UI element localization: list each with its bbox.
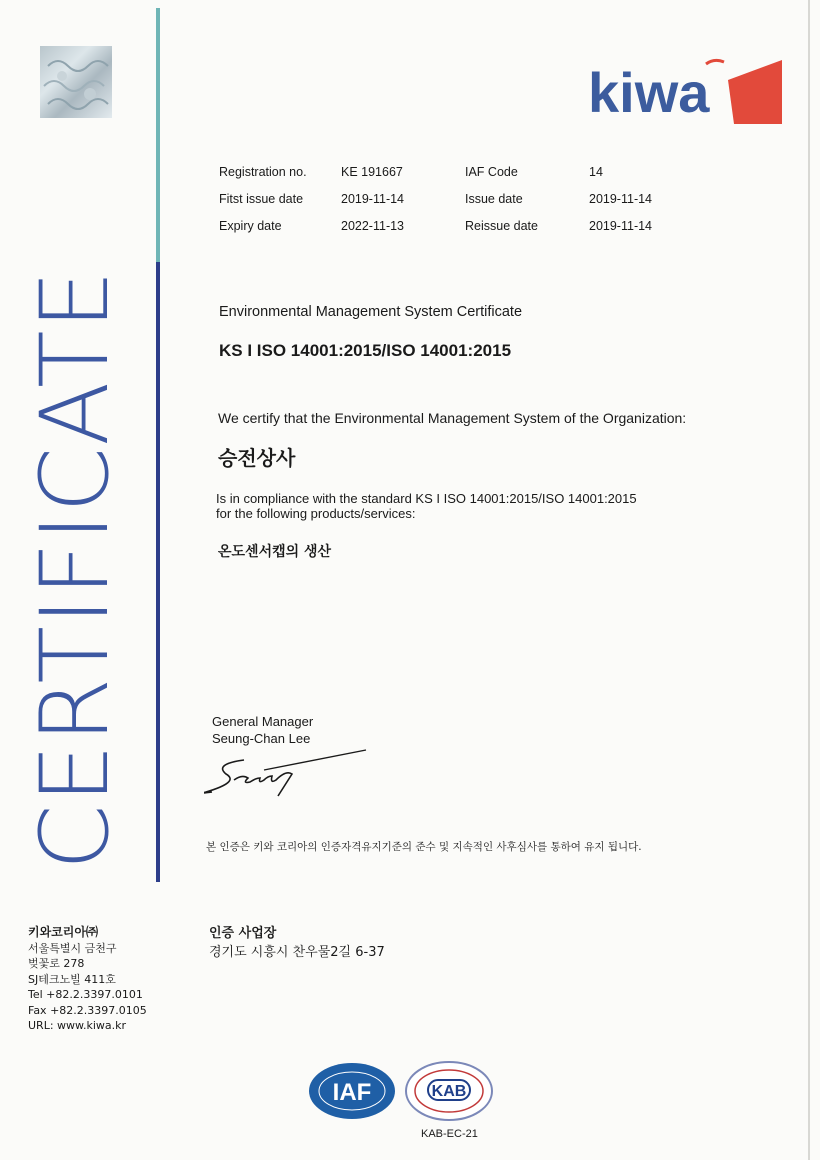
registration-table: [219, 165, 699, 246]
organization-name: 승전상사: [218, 446, 296, 470]
fax: Fax +82.2.3397.0105: [28, 1003, 147, 1017]
hologram-seal: [40, 46, 112, 118]
site-label: 인증 사업장: [209, 926, 277, 941]
compliance-line: Is in compliance with the standard KS I ISO 14001:2015/ISO 14001:2015: [216, 491, 637, 506]
iaf-badge: [308, 1062, 396, 1120]
compliance-statement: [216, 491, 637, 521]
first-issue-label: Fitst issue date: [219, 192, 304, 206]
kiwa-logo: [586, 50, 786, 130]
kab-badge-text: KAB: [431, 1083, 467, 1100]
maintenance-notice: 본 인증은 키와 코리아의 인증자격유지기준의 준수 및 지속적인 사후심사를 통하여 유지 됩니다.: [206, 841, 642, 853]
expiry-date-value: 2022-11-13: [341, 219, 405, 233]
kab-code: KAB-EC-21: [421, 1128, 478, 1140]
page-edge: [808, 0, 810, 1160]
registration-row: [219, 219, 699, 246]
vertical-accent-bar-top: [156, 8, 160, 263]
tel: Tel +82.2.3397.0101: [28, 988, 143, 1001]
certify-statement: We certify that the Environmental Management System of the Organization:: [218, 410, 687, 426]
manager-title: General Manager: [212, 714, 314, 729]
compliance-line: for the following products/services:: [216, 506, 416, 521]
reissue-date-value: 2019-11-14: [589, 219, 653, 233]
address-line: 벚꽃로 278: [28, 957, 85, 970]
kab-badge: [404, 1060, 494, 1122]
manager-name: Seung-Chan Lee: [212, 731, 311, 746]
issue-date-value: 2019-11-14: [589, 192, 653, 206]
reissue-date-label: Reissue date: [465, 219, 538, 233]
signature: [204, 746, 374, 798]
certified-site: [209, 924, 385, 962]
vertical-certificate-title: CERTIFICATE: [21, 269, 130, 870]
registration-row: [219, 165, 699, 192]
issue-date-label: Issue date: [465, 192, 523, 206]
kiwa-company-name: 키와코리아㈜: [28, 925, 98, 939]
kiwa-logo-text: kiwa: [588, 61, 710, 124]
manager-block: [212, 713, 313, 747]
kiwa-address: [28, 925, 147, 1034]
iaf-badge-text: IAF: [332, 1079, 372, 1106]
address-line: SJ테크노빌 411호: [28, 972, 116, 986]
url: URL: www.kiwa.kr: [28, 1019, 127, 1032]
system-title: Environmental Management System Certificate: [219, 304, 523, 320]
registration-value: KE 191667: [341, 165, 403, 179]
address-line: 서울특별시 금천구: [28, 941, 117, 955]
standard-title: KS I ISO 14001:2015/ISO 14001:2015: [219, 341, 512, 360]
site-address: 경기도 시흥시 찬우물2길 6-37: [209, 945, 385, 960]
registration-row: [219, 192, 699, 219]
first-issue-value: 2019-11-14: [341, 192, 405, 206]
expiry-date-label: Expiry date: [219, 219, 282, 233]
iaf-code-value: 14: [589, 165, 603, 179]
iaf-code-label: IAF Code: [465, 165, 518, 179]
product-scope: 온도센서캡의 생산: [218, 544, 332, 560]
registration-label: Registration no.: [219, 165, 307, 179]
vertical-accent-bar: [156, 262, 160, 882]
